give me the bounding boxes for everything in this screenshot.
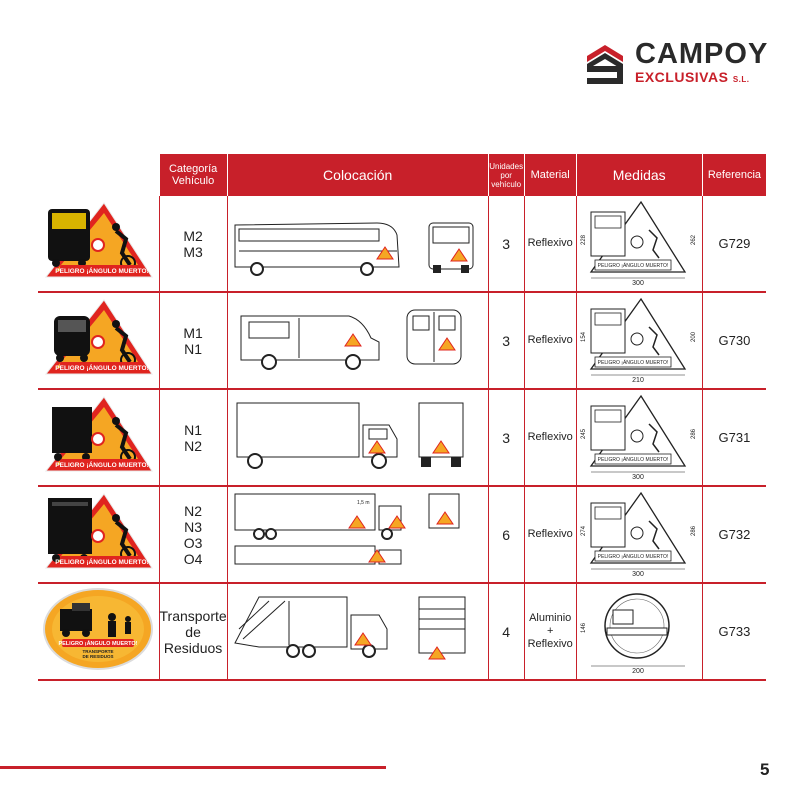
material-cell xyxy=(524,292,576,389)
material-line: Reflexivo xyxy=(527,528,573,540)
table-row xyxy=(38,196,766,292)
dim-h1: 274 xyxy=(581,525,588,537)
bus-placement-icon xyxy=(229,201,487,281)
header-categoria: Categoría Vehículo xyxy=(159,154,227,196)
category-code: N2 xyxy=(184,437,203,454)
sign-image xyxy=(38,486,159,583)
material-line: + xyxy=(546,625,554,637)
dim-h2: 262 xyxy=(691,234,698,246)
round-warning-sign-icon xyxy=(42,587,154,671)
dim-h2: 286 xyxy=(691,428,698,440)
header-referencia: Referencia xyxy=(702,154,766,196)
category-code: N2 xyxy=(184,502,203,519)
warning-sign-icon xyxy=(42,492,154,572)
category-cell xyxy=(159,196,227,292)
category-code: M1 xyxy=(183,324,203,341)
brand-logo xyxy=(583,40,773,90)
page-number: 5 xyxy=(760,760,770,779)
header-material: Material xyxy=(524,154,576,196)
material-line: Reflexivo xyxy=(527,431,573,443)
category-code: Residuos xyxy=(163,639,223,656)
category-cell xyxy=(159,292,227,389)
category-code: O3 xyxy=(183,534,203,551)
warning-sign-icon xyxy=(42,395,154,475)
placement-cell xyxy=(227,583,488,680)
reference-cell: G733 xyxy=(702,583,766,680)
placement-cell xyxy=(227,292,488,389)
reference-cell: G729 xyxy=(702,196,766,292)
dim-h1: 146 xyxy=(581,622,588,634)
units-cell: 6 xyxy=(488,486,524,583)
truck-placement-icon xyxy=(229,395,487,475)
dimensions-cell xyxy=(576,196,702,292)
dimensions-cell xyxy=(576,389,702,486)
category-code: O4 xyxy=(183,550,203,567)
svg-text:PELIGRO ¡ÁNGULO MUERTO!: PELIGRO ¡ÁNGULO MUERTO! xyxy=(597,360,669,366)
dimensions-cell xyxy=(576,583,702,680)
campoy-logo-icon xyxy=(583,42,629,86)
material-cell xyxy=(524,389,576,486)
sign-label: PELIGRO ¡ÁNGULO MUERTO! xyxy=(58,641,138,647)
category-code: Transporte xyxy=(159,607,227,624)
sign-label: PELIGRO ¡ÁNGULO MUERTO! xyxy=(55,559,149,566)
dimensions-drawing-icon xyxy=(577,293,701,383)
dim-width: 200 xyxy=(632,668,645,674)
svg-text:PELIGRO ¡ÁNGULO MUERTO!: PELIGRO ¡ÁNGULO MUERTO! xyxy=(597,457,669,463)
sign-label: PELIGRO ¡ÁNGULO MUERTO! xyxy=(55,365,149,372)
dim-width: 300 xyxy=(632,280,645,286)
category-code: M3 xyxy=(183,243,203,260)
svg-text:TRANSPORTE: TRANSPORTE xyxy=(82,649,114,654)
header-colocacion: Colocación xyxy=(227,154,488,196)
dim-width: 300 xyxy=(632,571,645,577)
placement-cell xyxy=(227,196,488,292)
table-row xyxy=(38,486,766,583)
dim-width: 300 xyxy=(632,474,645,480)
header-unidades: Unidades por vehículo xyxy=(488,154,524,196)
dimensions-drawing-icon xyxy=(577,196,701,286)
sign-image xyxy=(38,389,159,486)
spacing-note: 1,5 m xyxy=(356,500,370,506)
brand-sub: EXCLUSIVAS S.L. xyxy=(635,69,750,85)
dimensions-drawing-icon xyxy=(577,390,701,480)
category-code: N1 xyxy=(184,340,203,357)
dim-width: 210 xyxy=(632,377,645,383)
header-blank xyxy=(38,154,159,196)
table-row xyxy=(38,292,766,389)
material-line: Reflexivo xyxy=(527,334,573,346)
material-cell xyxy=(524,583,576,680)
warning-sign-icon xyxy=(42,298,154,378)
sign-image xyxy=(38,196,159,292)
dim-h1: 245 xyxy=(581,428,588,440)
dim-h1: 154 xyxy=(581,331,588,343)
category-cell xyxy=(159,486,227,583)
units-cell: 3 xyxy=(488,196,524,292)
units-cell: 4 xyxy=(488,583,524,680)
sign-image xyxy=(38,292,159,389)
svg-text:PELIGRO ¡ÁNGULO MUERTO!: PELIGRO ¡ÁNGULO MUERTO! xyxy=(597,263,669,269)
sign-image xyxy=(38,583,159,680)
dim-h1: 228 xyxy=(581,234,588,246)
svg-text:DE RESIDUOS: DE RESIDUOS xyxy=(82,654,114,659)
reference-cell: G732 xyxy=(702,486,766,583)
dimensions-cell xyxy=(576,292,702,389)
dim-h2: 286 xyxy=(691,525,698,537)
reference-cell: G730 xyxy=(702,292,766,389)
header-medidas: Medidas xyxy=(576,154,702,196)
warning-sign-icon xyxy=(42,201,154,281)
reference-cell: G731 xyxy=(702,389,766,486)
category-cell xyxy=(159,583,227,680)
category-code: de xyxy=(185,623,201,640)
category-code: N1 xyxy=(184,421,203,438)
table-row xyxy=(38,389,766,486)
garbage-truck-placement-icon xyxy=(229,589,487,669)
category-cell xyxy=(159,389,227,486)
table-row xyxy=(38,583,766,680)
dimensions-drawing-icon xyxy=(577,584,701,674)
footer-line xyxy=(0,766,386,769)
placement-cell xyxy=(227,389,488,486)
van-placement-icon xyxy=(229,298,487,378)
material-line: Reflexivo xyxy=(527,237,573,249)
material-cell xyxy=(524,196,576,292)
units-cell: 3 xyxy=(488,292,524,389)
product-table xyxy=(38,154,766,681)
brand-name: CAMPOY xyxy=(635,38,769,70)
svg-text:PELIGRO ¡ÁNGULO MUERTO!: PELIGRO ¡ÁNGULO MUERTO! xyxy=(597,554,669,560)
sign-label: PELIGRO ¡ÁNGULO MUERTO! xyxy=(55,462,149,469)
units-cell: 3 xyxy=(488,389,524,486)
category-code: M2 xyxy=(183,227,203,244)
dimensions-drawing-icon xyxy=(577,487,701,577)
placement-cell xyxy=(227,486,488,583)
category-code: N3 xyxy=(184,518,203,535)
trailer-placement-icon xyxy=(229,490,487,574)
dim-h2: 200 xyxy=(691,331,698,343)
material-line: Aluminio xyxy=(529,612,572,624)
sign-label: PELIGRO ¡ÁNGULO MUERTO! xyxy=(55,268,149,275)
material-line: Reflexivo xyxy=(527,638,573,650)
dimensions-cell xyxy=(576,486,702,583)
material-cell xyxy=(524,486,576,583)
